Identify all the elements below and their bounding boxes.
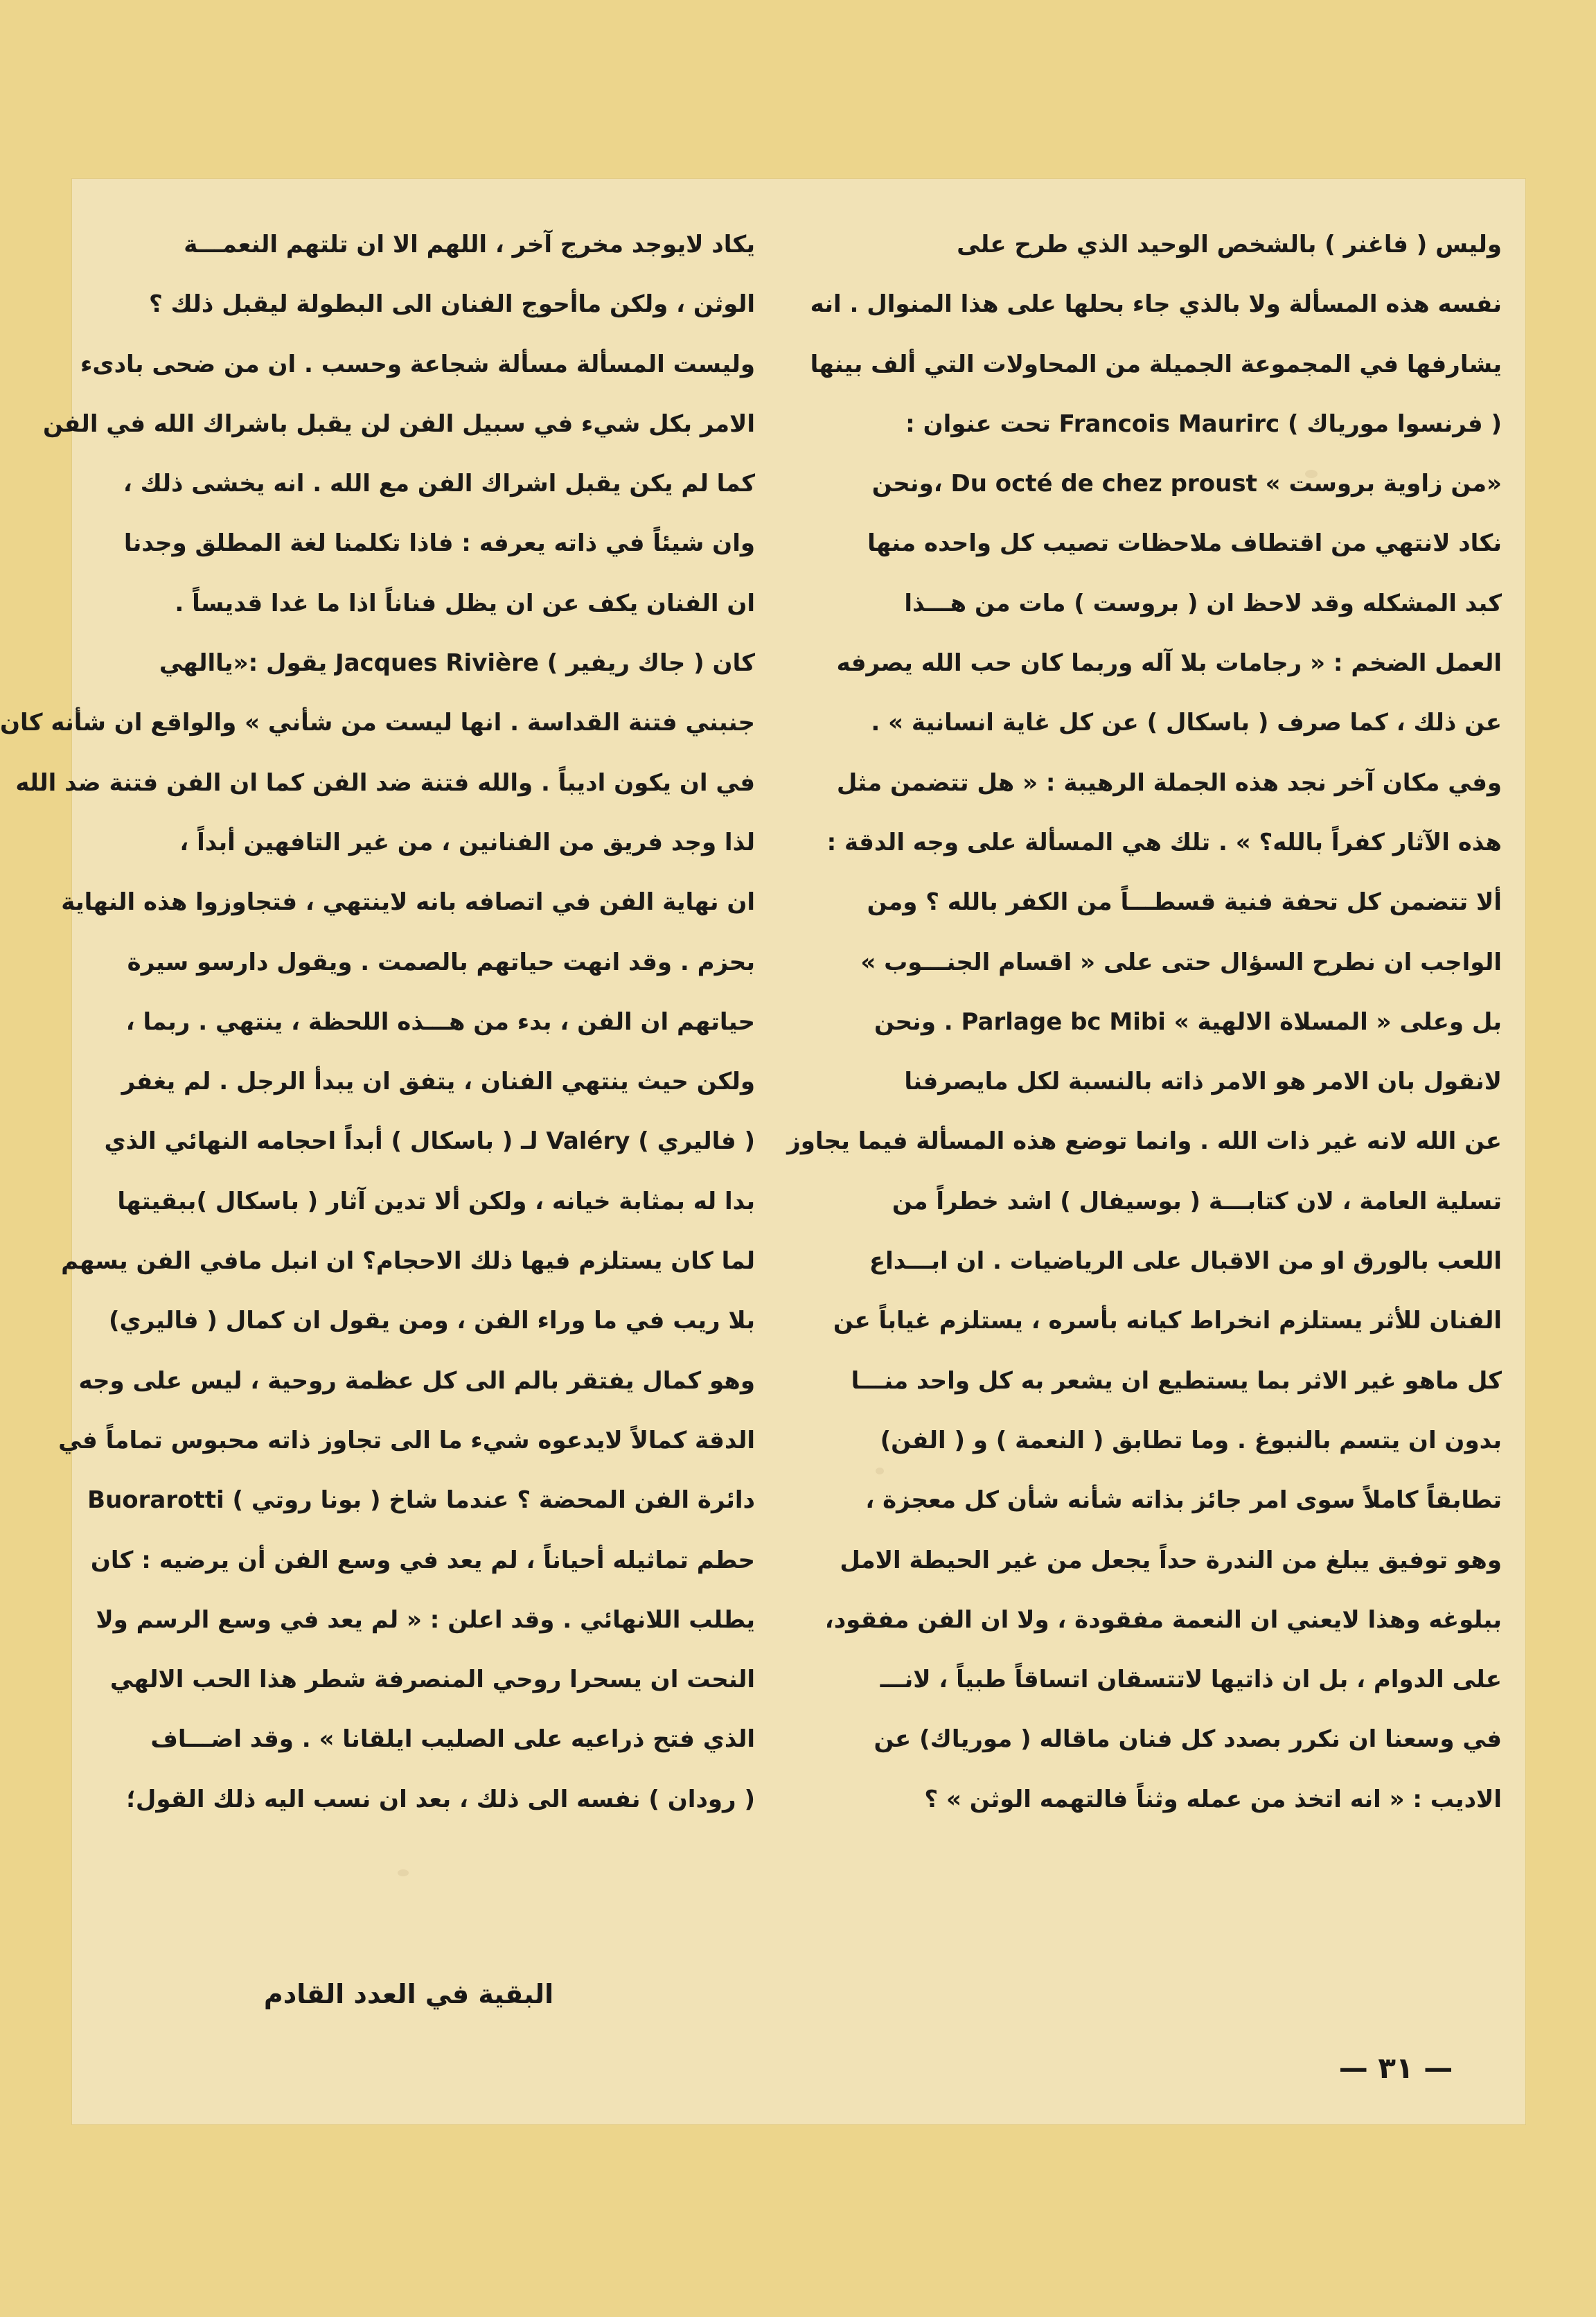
text-line: بحزم . وقد انهت حياتهم بالصمت . ويقول دارسو سيرة <box>127 948 755 976</box>
left-text-column <box>0 215 755 1989</box>
text-line: العمل الضخم : « رجامات بلا آله وربما كان حب الله يصرفه <box>836 649 1502 678</box>
text-line: وان شيئاً في ذاته يعرفه : فاذا تكلمنا لغة المطلق وجدنا <box>123 529 755 558</box>
text-line: بدا له بمثابة خيانه ، ولكن ألا تدين آثار ( باسكال )ببقيتها <box>117 1187 755 1215</box>
text-line: نكاد لانتهي من اقتطاف ملاحظات تصيب كل واحده منها <box>867 529 1502 558</box>
text-line: الوثن ، ولكن ماأحوج الفنان الى البطولة ليقبل ذلك ؟ <box>148 290 755 319</box>
text-line: جنبني فتنة القداسة . انها ليست من شأني » والواقع ان شأنه كان <box>0 709 755 737</box>
text-line: تسلية العامة ، لان كتابـــة ( بوسيفال ) اشد خطراً من <box>892 1187 1502 1215</box>
text-line: النحت ان يسحرا روحي المنصرفة شطر هذا الحب الالهي <box>109 1666 755 1694</box>
text-line: تطابقاً كاملاً سوى امر جائز بذاته شأنه شأن كل معجزة ، <box>865 1486 1502 1515</box>
text-line: الامر بكل شيء في سبيل الفن لن يقبل باشراك الله في الفن <box>42 409 755 438</box>
text-line: وهو كمال يفتقر بالم الى كل عظمة روحية ، ليس على وجه <box>78 1366 755 1395</box>
text-line: لما كان يستلزم فيها ذلك الاحجام؟ ان انبل مافي الفن يسهم <box>61 1247 755 1276</box>
text-line: الفنان للأثر يستلزم انخراط كيانه بأسره ، يستلزم غياباً عن <box>833 1307 1502 1335</box>
text-line: عن الله لانه غير ذات الله . وانما توضع هذه المسألة فيما يجاوز <box>787 1127 1502 1156</box>
text-line: حياتهم ان الفن ، بدء من هـــذه اللحظة ، ينتهي . ربما ، <box>125 1007 755 1036</box>
text-line: لذا وجد فريق من الفنانين ، من غير التافهين أبداً ، <box>179 828 755 856</box>
text-line: وفي مكان آخر نجد هذه الجملة الرهيبة : « هل تتضمن مثل <box>836 768 1502 797</box>
text-line: بل وعلى « المسلاة الالهية » Parlage bc Mibi . ونحن <box>874 1007 1502 1036</box>
text-line: في ان يكون اديباً . والله فتنة ضد الفن كما ان الفن فتنة ضد الله <box>15 768 755 797</box>
text-line: على الدوام ، بل ان ذاتيها لاتتسقان اتساقاً طبياً ، لانـــ <box>880 1666 1502 1694</box>
text-line: يكاد لايوجد مخرج آخر ، اللهم الا ان تلتهم النعمـــة <box>184 231 755 258</box>
text-line: ان نهاية الفن في اتصافه بانه لاينتهي ، فتجاوزوا هذه النهاية <box>61 888 755 917</box>
text-line: ولكن حيث ينتهي الفنان ، يتفق ان يبدأ الرجل . لم يغفر <box>121 1068 755 1096</box>
text-line: اللعب بالورق او من الاقبال على الرياضيات . ان ابـــداع <box>869 1247 1502 1276</box>
continuation-note: البقية في العدد القادم <box>263 1979 554 2009</box>
text-line: هذه الآثار كفراً بالله؟ » . تلك هي المسألة على وجه الدقة : <box>826 828 1502 856</box>
text-line: ببلوغه وهذا لايعني ان النعمة مفقودة ، ولا ان الفن مفقود، <box>824 1605 1502 1634</box>
text-line: لانقول بان الامر هو الامر ذاته بالنسبة لكل مايصرفنا <box>904 1068 1502 1096</box>
text-line: بلا ريب في ما وراء الفن ، ومن يقول ان كمال ( فاليري) <box>109 1307 755 1335</box>
text-line: كل ماهو غير الاثر بما يستطيع ان يشعر به كل واحد منـــا <box>851 1366 1502 1395</box>
text-line: نفسه هذه المسألة ولا بالذي جاء بحلها على هذا المنوال . انه <box>810 290 1502 319</box>
text-line: كما لم يكن يقبل اشراك الفن مع الله . انه يخشى ذلك ، <box>123 470 755 498</box>
text-line: يطلب اللانهائي . وقد اعلن : « لم يعد في وسع الرسم ولا <box>96 1605 755 1634</box>
text-line: وليس ( فاغنر ) بالشخص الوحيد الذي طرح على <box>957 231 1502 258</box>
text-line: بدون ان يتسم بالنبوغ . وما تطابق ( النعمة ) و ( الفن) <box>880 1426 1502 1454</box>
text-line: وهو توفيق يبلغ من الندرة حداً يجعل من غير الحيطة الامل <box>840 1546 1502 1574</box>
text-line: الدقة كمالاً لايدعوه شيء ما الى تجاوز ذاته محبوس تماماً في <box>58 1426 755 1454</box>
right-text-column <box>787 215 1502 2044</box>
text-line: كان ( جاك ريفير ) Jacques Rivière يقول :«ياالهي <box>159 649 755 678</box>
text-line: ( رودان ) نفسه الى ذلك ، بعد ان نسب اليه ذلك القول؛ <box>126 1785 755 1813</box>
text-line: ان الفنان يكف عن ان يظل فناناً اذا ما غدا قديساً . <box>175 589 755 617</box>
text-line: «من زاوية بروست » Du octé de chez proust ،ونحن <box>871 470 1502 498</box>
text-line: كبد المشكله وقد لاحظ ان ( بروست ) مات من هـــذا <box>904 589 1502 617</box>
text-line: في وسعنا ان نكرر بصدد كل فنان ماقاله ( موریاك) عن <box>874 1725 1502 1754</box>
text-line: الذي فتح ذراعيه على الصليب ايلقانا » . وقد اضـــاف <box>150 1725 755 1754</box>
text-line: وليست المسألة مسألة شجاعة وحسب . ان من ضحى بادىء <box>80 350 755 378</box>
text-line: الواجب ان نطرح السؤال حتى على « اقسام الجنـــوب » <box>860 948 1502 976</box>
page-number: — ٣١ — <box>1338 2051 1453 2085</box>
text-line: حطم تماثيله أحياناً ، لم يعد في وسع الفن أن يرضيه : كان <box>90 1546 755 1574</box>
text-line: ألا تتضمن كل تحفة فنية قسطـــاً من الكفر بالله ؟ ومن <box>867 888 1502 917</box>
text-line: الاديب : « انه اتخذ من عمله وثناً فالتهمه الوثن » ؟ <box>924 1785 1502 1813</box>
text-line: عن ذلك ، كما صرف ( باسكال ) عن كل غاية انسانية » . <box>871 709 1502 737</box>
text-line: يشارفها في المجموعة الجميلة من المحاولات التي ألف بينها <box>810 350 1502 378</box>
text-line: ( فرنسوا موریاك ) Francois Maurirc تحت عنوان : <box>905 409 1502 438</box>
text-line: دائرة الفن المحضة ؟ عندما شاخ ( بونا روتي ) Buorarotti <box>87 1486 755 1515</box>
text-line: ( فاليري ) Valéry لـ ( باسكال ) أبداً احجامه النهائي الذي <box>104 1127 755 1156</box>
